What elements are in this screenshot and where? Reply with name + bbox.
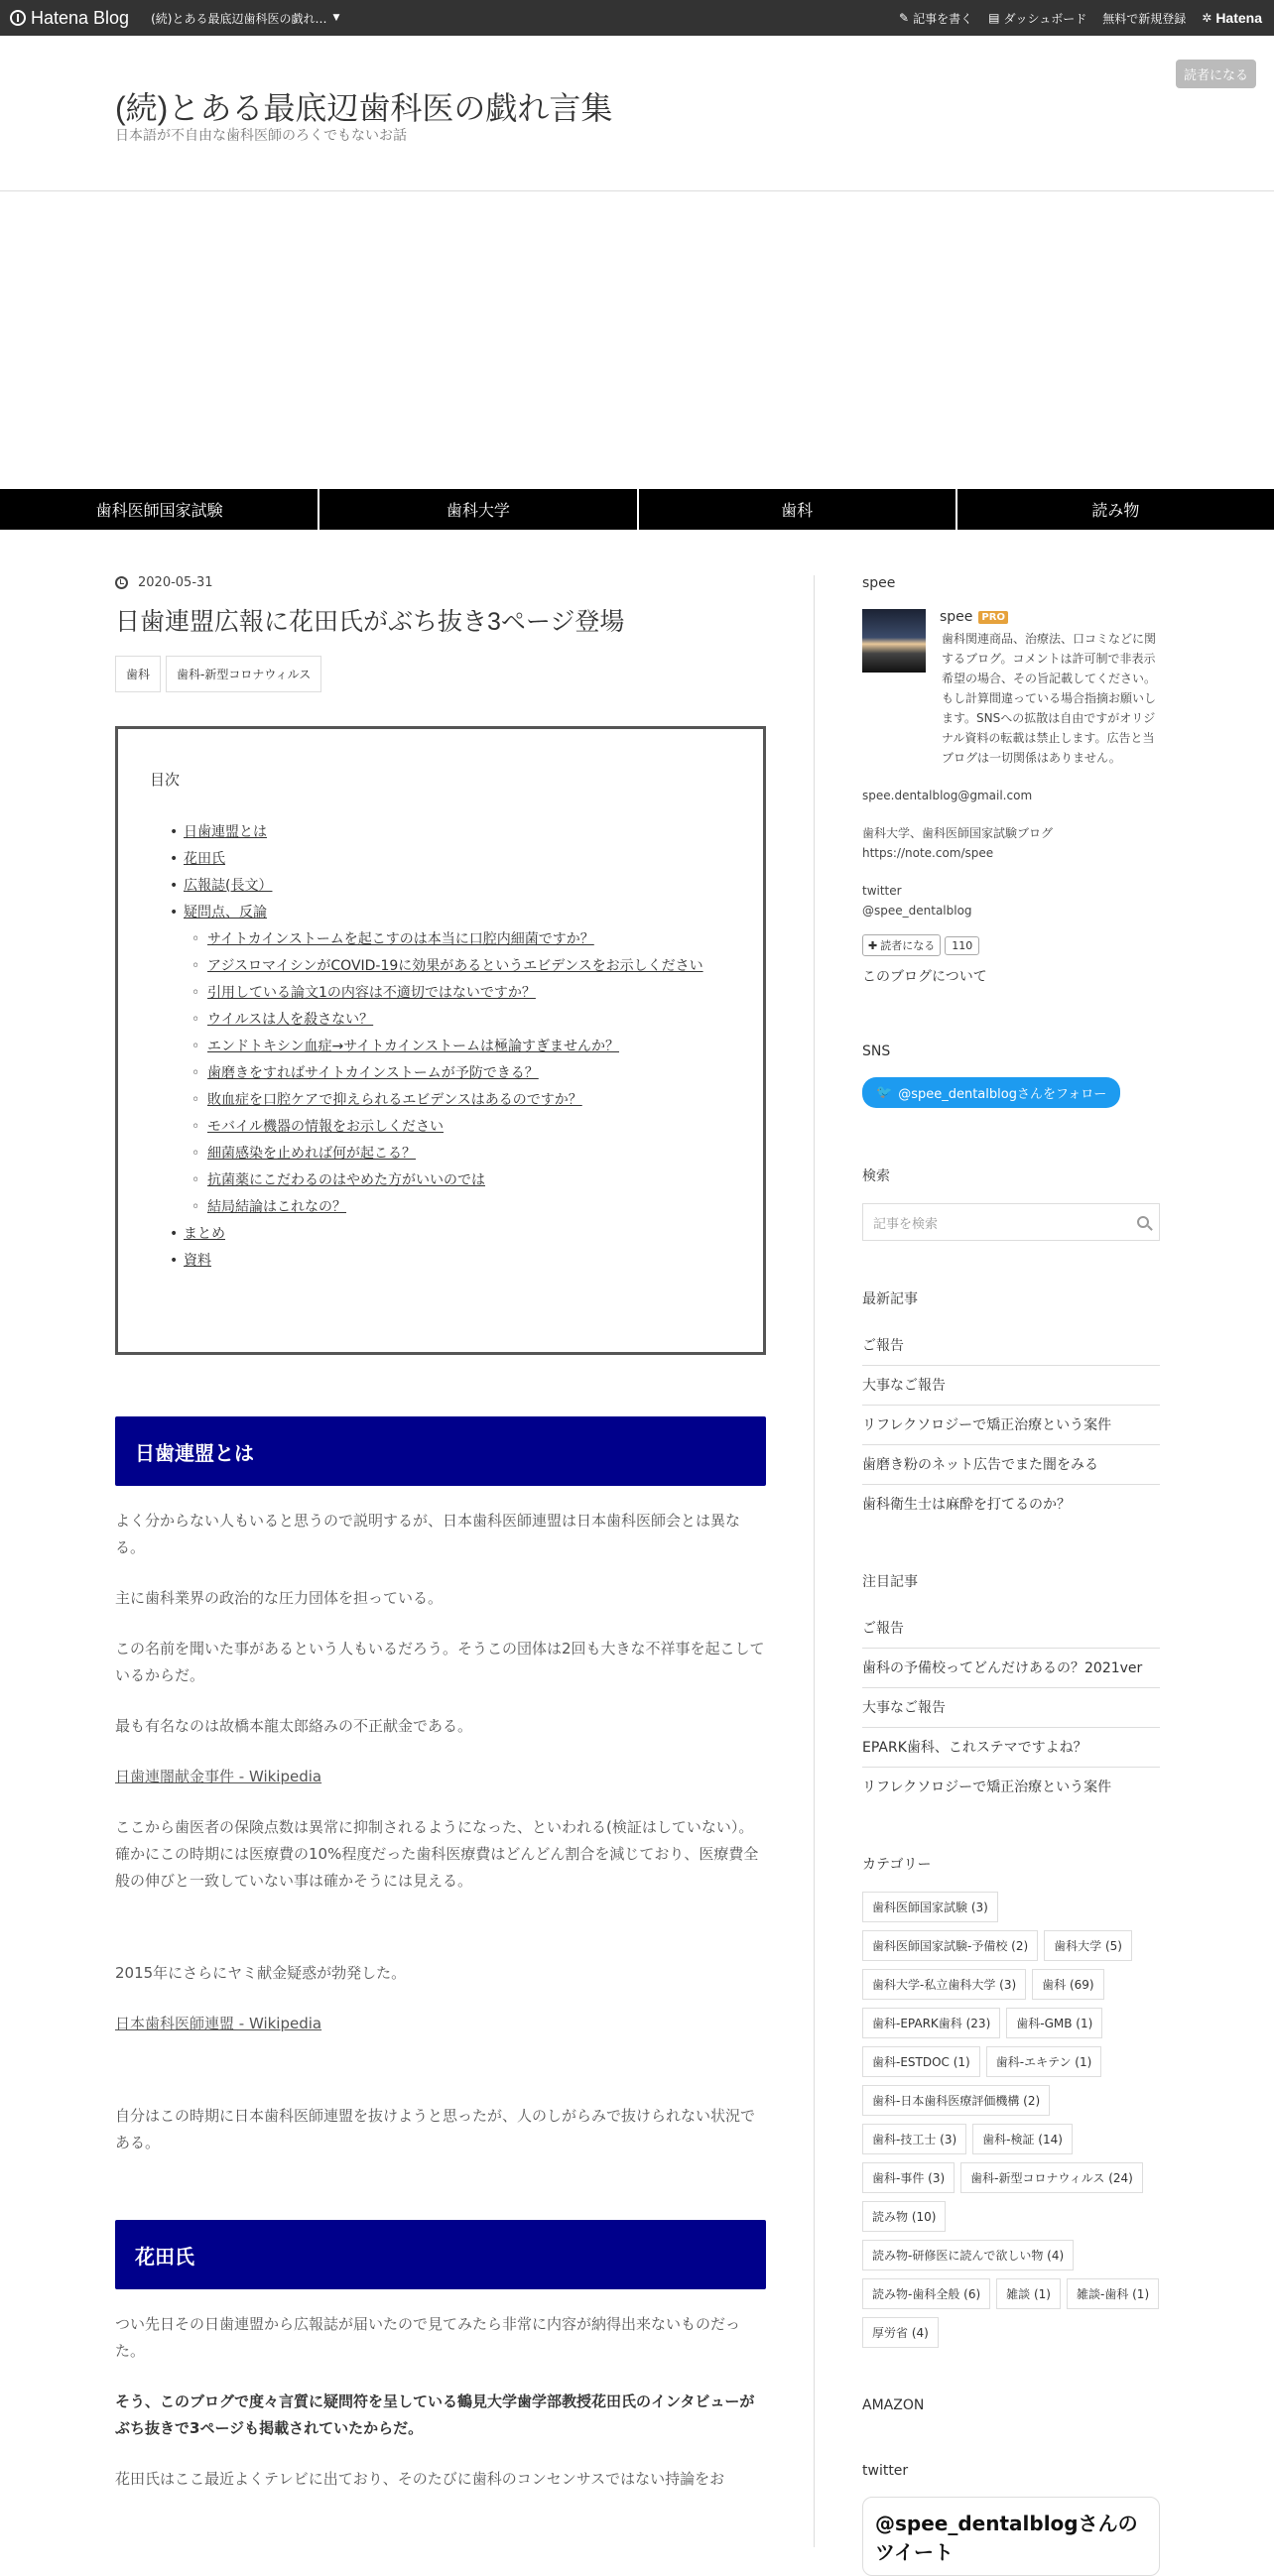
sns-title: SNS: [862, 1043, 891, 1059]
twitter-follow-button[interactable]: [862, 1077, 1120, 1108]
category-link[interactable]: 歯科-新型コロナウィルス (24): [960, 2162, 1143, 2193]
toc-link[interactable]: 歯磨きをすればサイトカインストームが予防できる？: [207, 1065, 539, 1081]
search-title: 検索: [862, 1168, 890, 1184]
category-link[interactable]: 厚労省 (4): [862, 2317, 939, 2348]
toc-link[interactable]: 疑問点、反論: [184, 905, 267, 920]
toc-item: [184, 1114, 733, 1141]
search-input[interactable]: [862, 1203, 1160, 1241]
toc-item: [184, 1060, 733, 1087]
category-link[interactable]: 歯科-EPARK歯科 (23): [862, 2008, 1000, 2038]
toc-item: [184, 846, 733, 873]
paragraph: この名前を聞いた事があるという人もいるだろう。そうこの団体は2回も大きな不祥事を起こしているからだ。: [115, 1640, 765, 1684]
popular-entry-link[interactable]: EPARK歯科、これステマですよね？: [862, 1728, 1160, 1768]
category-link[interactable]: 歯科-ESTDOC (1): [862, 2046, 980, 2077]
toc-item: [184, 926, 733, 953]
toc-item: [184, 1034, 733, 1060]
toc-link[interactable]: 引用している論文1の内容は不適切ではないですか？: [207, 985, 536, 1001]
profile-name[interactable]: spee: [940, 609, 973, 625]
recent-entry-link[interactable]: 歯科衛生士は麻酔を打てるのか？: [862, 1497, 1071, 1513]
tweets-heading: @spee_dentalblogさんのツイート: [875, 2512, 1138, 2564]
signup-link[interactable]: [1102, 10, 1186, 27]
twitter-timeline[interactable]: [862, 2497, 1160, 2576]
entry-date[interactable]: [115, 575, 766, 590]
note-url[interactable]: https://note.com/spee: [862, 846, 994, 860]
hatena-label: Hatena: [1215, 10, 1262, 26]
category-link[interactable]: 歯科医師国家試験 (3): [862, 1892, 998, 1922]
recent-entries-module: [862, 1288, 1160, 1524]
toc-link[interactable]: エンドトキシン血症→サイトカインストームは極論すぎませんか？: [207, 1039, 619, 1054]
wikipedia-link[interactable]: 日本歯科医師連盟 - Wikipedia: [115, 2015, 322, 2032]
hatena-blog-logo[interactable]: [10, 8, 129, 29]
dashboard-link[interactable]: [988, 10, 1086, 27]
toc-list: [150, 819, 733, 1275]
toc-item: [184, 1087, 733, 1114]
twitter-bird-icon: 🐦: [876, 1085, 893, 1100]
title-divider: [0, 190, 1274, 191]
category-link[interactable]: 読み物-研修医に読んで欲しい物 (4): [862, 2240, 1074, 2270]
hatena-logo-icon: [10, 10, 26, 26]
toc-link[interactable]: サイトカインストームを起こすのは本当に口腔内細菌ですか？: [207, 931, 594, 947]
column-divider: [814, 575, 815, 2547]
profile-module: [862, 575, 1160, 986]
write-entry-link[interactable]: [899, 10, 972, 27]
toc-link[interactable]: 抗菌薬にこだわるのはやめた方がいいのでは: [207, 1172, 485, 1188]
toc-link[interactable]: 結局結論はこれなの？: [207, 1199, 346, 1215]
category-link[interactable]: 歯科-エキテン (1): [986, 2046, 1102, 2077]
paragraph: [115, 2389, 766, 2442]
paragraph: [115, 1764, 766, 1790]
toc-item: [184, 953, 733, 980]
paragraph: 2015年にさらにヤミ献金疑惑が勃発した。: [115, 1964, 407, 1982]
pencil-icon: ✎: [899, 11, 910, 25]
popular-entry-link[interactable]: 歯科の予備校ってどんだけあるの？2021ver: [862, 1649, 1160, 1688]
subscriber-count[interactable]: 110: [945, 936, 979, 955]
wikipedia-link[interactable]: 日歯連闇献金事件 - Wikipedia: [115, 1768, 322, 1785]
categories-module: [862, 1854, 1160, 2348]
toc-item: [184, 1167, 733, 1194]
twitter-label: twitter: [862, 884, 902, 898]
subscribe-small-button[interactable]: [862, 934, 941, 956]
profile-email: spee.dentalblog@gmail.com: [862, 789, 1033, 802]
category-link[interactable]: 歯科-事件 (3): [862, 2162, 955, 2193]
toc-link[interactable]: 細菌感染を止めれば何が起こる？: [207, 1146, 416, 1162]
amazon-title: AMAZON: [862, 2397, 925, 2413]
category-link[interactable]: 歯科 (69): [1032, 1969, 1103, 2000]
toc-link[interactable]: まとめ: [184, 1226, 225, 1242]
blog-selector[interactable]: [151, 10, 339, 27]
paragraph: 最も有名なのは故橋本龍太郎絡みの不正献金である。: [115, 1717, 473, 1735]
pro-badge: PRO: [978, 611, 1008, 624]
category-link[interactable]: 歯科-検証 (14): [972, 2124, 1073, 2154]
search-icon[interactable]: [1137, 1216, 1149, 1228]
bold-text: そう、このブログで度々言質に疑問符を呈している鶴見大学歯学部教授花田氏のインタビューがぶち抜きで3ページも掲載されていたからだ。: [115, 2392, 755, 2437]
category-tag[interactable]: 歯科-新型コロナウィルス: [166, 656, 321, 692]
category-tag[interactable]: 歯科: [115, 656, 161, 692]
subscribe-small-label: 読者になる: [880, 939, 936, 952]
entry-categories: [115, 656, 766, 692]
toc-item: [184, 1007, 733, 1034]
recent-entry-link[interactable]: 歯磨き粉のネット広告でまた闇をみる: [862, 1445, 1160, 1485]
amazon-module: [862, 2397, 1160, 2413]
toc-link[interactable]: 広報誌(長文）: [184, 878, 273, 894]
blog-description: 日本語が不自由な歯科医師のろくでもないお話: [115, 128, 407, 144]
twitter-follow-label: @spee_dentalblogさんをフォロー: [898, 1087, 1107, 1102]
paragraph: [115, 2011, 766, 2037]
recent-entry-link[interactable]: リフレクソロジーで矯正治療という案件: [862, 1406, 1160, 1445]
paragraph: ここから歯医者の保険点数は異常に抑制されるようになった、といわれる(検証はしていない）。確かにこの時期には医療費の10%程度だった歯科医療費はどんどん割合を減じており、医療費全般の伸びと一致していない事は確かそうには見える。: [115, 1818, 759, 1890]
paragraph: 自分はこの時期に日本歯科医師連盟を抜けようと思ったが、人のしがらみで抜けられない状況である。: [115, 2107, 756, 2151]
nav-item-dental-college[interactable]: 歯科大学: [318, 489, 636, 530]
category-link[interactable]: 雑談 (1): [996, 2278, 1061, 2309]
note-label: 歯科大学、歯科医師国家試験ブログ: [862, 826, 1054, 840]
category-link[interactable]: 歯科大学-私立歯科大学 (3): [862, 1969, 1026, 2000]
avatar[interactable]: [862, 609, 926, 673]
category-link[interactable]: 読み物-歯科全般 (6): [862, 2278, 990, 2309]
category-link[interactable]: 歯科大学 (5): [1044, 1930, 1132, 1961]
toc-item: [184, 1248, 733, 1275]
dashboard-icon: ▤: [988, 11, 1000, 25]
recent-entries-list: [862, 1326, 1160, 1524]
toc-link[interactable]: 日歯連盟とは: [184, 824, 267, 840]
hatena-sparkle-icon: ✲: [1202, 11, 1212, 25]
table-of-contents: [115, 726, 766, 1355]
nav-item-national-exam[interactable]: 歯科医師国家試験: [0, 489, 318, 530]
toc-link[interactable]: 敗血症を口腔ケアで抑えられるエビデンスはあるのですか？: [207, 1092, 582, 1108]
entry-date-text: 2020-05-31: [138, 575, 213, 590]
toc-link[interactable]: アジスロマイシンがCOVID-19に効果があるというエビデンスをお示しください: [207, 958, 703, 974]
toc-link[interactable]: モバイル機器の情報をお示しください: [207, 1119, 444, 1135]
category-cloud: [862, 1892, 1160, 2348]
popular-entry-link[interactable]: リフレクソロジーで矯正治療という案件: [862, 1779, 1112, 1795]
sns-module: [862, 1043, 1160, 1108]
blog-selector-label: (続)とある最底辺歯科医の戯れ…: [151, 11, 327, 26]
search-module: [862, 1165, 1160, 1241]
hatena-menu[interactable]: [1202, 10, 1262, 26]
twitter-handle[interactable]: @spee_dentalblog: [862, 904, 972, 918]
toc-link[interactable]: 花田氏: [184, 851, 225, 867]
twitter-title: twitter: [862, 2463, 909, 2479]
paragraph: 主に歯科業界の政治的な圧力団体を担っている。: [115, 1589, 444, 1607]
popular-entry-link[interactable]: 大事なご報告: [862, 1688, 1160, 1728]
categories-title: カテゴリー: [862, 1857, 932, 1873]
recent-entry-link[interactable]: 大事なご報告: [862, 1366, 1160, 1406]
profile-description: 歯科関連商品、治療法、口コミなどに関するブログ。コメントは許可制で非表示希望の場合、その旨記載してください。もし計算間違っている場合指摘お願いします。SNSへの拡散は自由ですがオリジナル資料の転載は禁止します。広告と当ブログは一切関係はありません。: [942, 632, 1157, 765]
twitter-module: [862, 2463, 1160, 2576]
subscribe-button[interactable]: 読者になる: [1176, 60, 1256, 88]
toc-item: [184, 980, 733, 1007]
toc-item: [184, 900, 733, 926]
nav-item-dentistry[interactable]: 歯科: [637, 489, 956, 530]
sidebar: [862, 575, 1160, 2576]
toc-link[interactable]: ウイルスは人を殺さない？: [207, 1012, 374, 1028]
category-link[interactable]: 歯科医師国家試験-予備校 (2): [862, 1930, 1038, 1961]
about-link[interactable]: このブログについて: [862, 969, 987, 985]
toc-item: [184, 1194, 733, 1221]
category-link[interactable]: 歯科-GMB (1): [1006, 2008, 1102, 2038]
category-link[interactable]: 歯科-技工士 (3): [862, 2124, 966, 2154]
toc-item: [184, 1141, 733, 1167]
write-entry-label: 記事を書く: [913, 11, 973, 26]
recent-title: 最新記事: [862, 1291, 918, 1307]
entry: [115, 575, 766, 2493]
profile-title: spee: [862, 575, 896, 591]
paragraph: よく分からない人もいると思うので説明するが、日本歯科医師連盟は日本歯科医師会とは異なる。: [115, 1512, 741, 1556]
plus-icon: ✚: [868, 938, 878, 952]
popular-entries-list: [862, 1609, 1160, 1806]
category-link[interactable]: 雑談-歯科 (1): [1067, 2278, 1159, 2309]
dashboard-label: ダッシュボード: [1003, 11, 1087, 26]
popular-entries-module: [862, 1571, 1160, 1806]
clock-icon: [115, 576, 128, 589]
section-heading: 日歯連盟とは: [115, 1416, 766, 1486]
nav-item-reading[interactable]: 読み物: [956, 489, 1274, 530]
paragraph: 花田氏はここ最近よくテレビに出ており、そのたびに歯科のコンセンサスではない持論をお: [115, 2470, 725, 2488]
signup-label: 無料で新規登録: [1102, 11, 1187, 26]
section-heading: 花田氏: [115, 2220, 766, 2289]
blog-title[interactable]: (続)とある最底辺歯科医の戯れ言集: [115, 90, 613, 126]
popular-entry-link[interactable]: ご報告: [862, 1609, 1160, 1649]
popular-title: 注目記事: [862, 1574, 918, 1590]
toc-link[interactable]: 資料: [184, 1253, 211, 1269]
profile-name-row: [940, 609, 1008, 625]
global-header: [0, 0, 1274, 36]
logo-text: Hatena Blog: [31, 7, 130, 28]
category-link[interactable]: 読み物 (10): [862, 2201, 946, 2232]
global-nav: [0, 489, 1274, 530]
caret-down-icon: ▼: [332, 13, 340, 23]
paragraph: つい先日その日歯連盟から広報誌が届いたので見てみたら非常に内容が納得出来ないものだった。: [115, 2315, 741, 2360]
toc-title: 目次: [150, 771, 181, 789]
toc-item: [184, 1221, 733, 1248]
entry-title[interactable]: 日歯連盟広報に花田氏がぶち抜き3ページ登場: [115, 608, 625, 636]
toc-item: [184, 873, 733, 900]
category-link[interactable]: 歯科-日本歯科医療評価機構 (2): [862, 2085, 1050, 2116]
toc-item: [184, 819, 733, 846]
recent-entry-link[interactable]: ご報告: [862, 1326, 1160, 1366]
search-placeholder: 記事を検索: [873, 1216, 939, 1232]
